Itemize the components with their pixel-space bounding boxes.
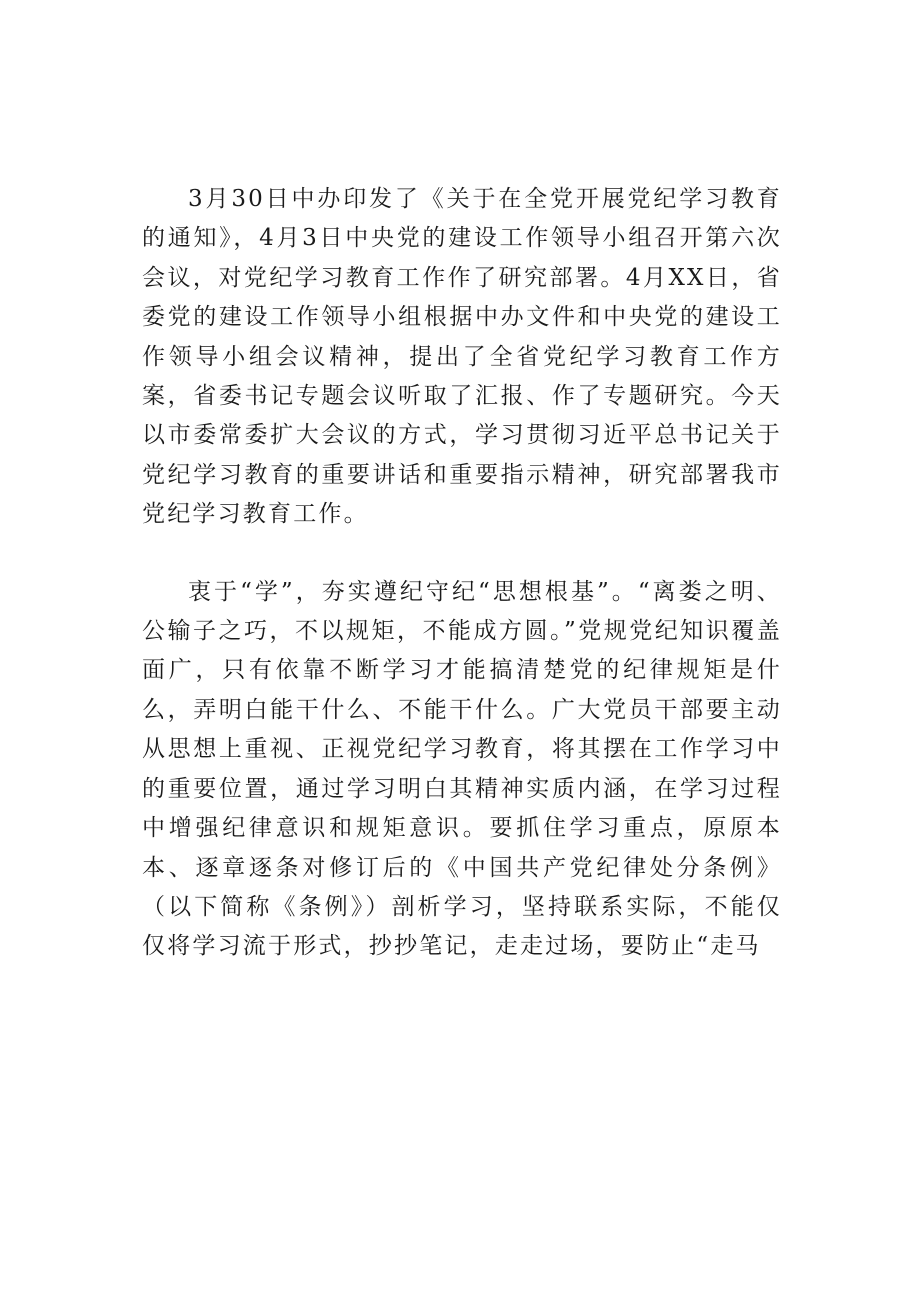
paragraph-intro: 3月30日中办印发了《关于在全党开展党纪学习教育的通知》，4月3日中央党的建设工作领导小组召开第六次会议，对党纪学习教育工作作了研究部署。4月XX日，省委党的建设工作领导小组根据中办文件和中央党的建设工作领导小组会议精神，提出了全省党纪学习教育工作方案，省委书记专题会议听取了汇报、作了专题研究。今天以市委常委扩大会议的方式，学习贯彻习近平总书记关于党纪学习教育的重要讲话和重要指示精神，研究部署我市党纪学习教育工作。	[142, 186, 782, 528]
document-body	[142, 180, 782, 967]
paragraph-study: 衷于“学”，夯实遵纪守纪“思想根基”。“离娄之明、公输子之巧，不以规矩，不能成方圆。”党规党纪知识覆盖面广，只有依靠不断学习才能搞清楚党的纪律规矩是什么，弄明白能干什么、不能干什么。广大党员干部要主动从思想上重视、正视党纪学习教育，将其摆在工作学习中的重要位置，通过学习明白其精神实质内涵，在学习过程中增强纪律意识和规矩意识。要抓住学习重点，原原本本、逐章逐条对修订后的《中国共产党纪律处分条例》（以下简称《条例》）剖析学习，坚持联系实际，不能仅仅将学习流于形式，抄抄笔记，走走过场，要防止“走马	[142, 578, 782, 960]
